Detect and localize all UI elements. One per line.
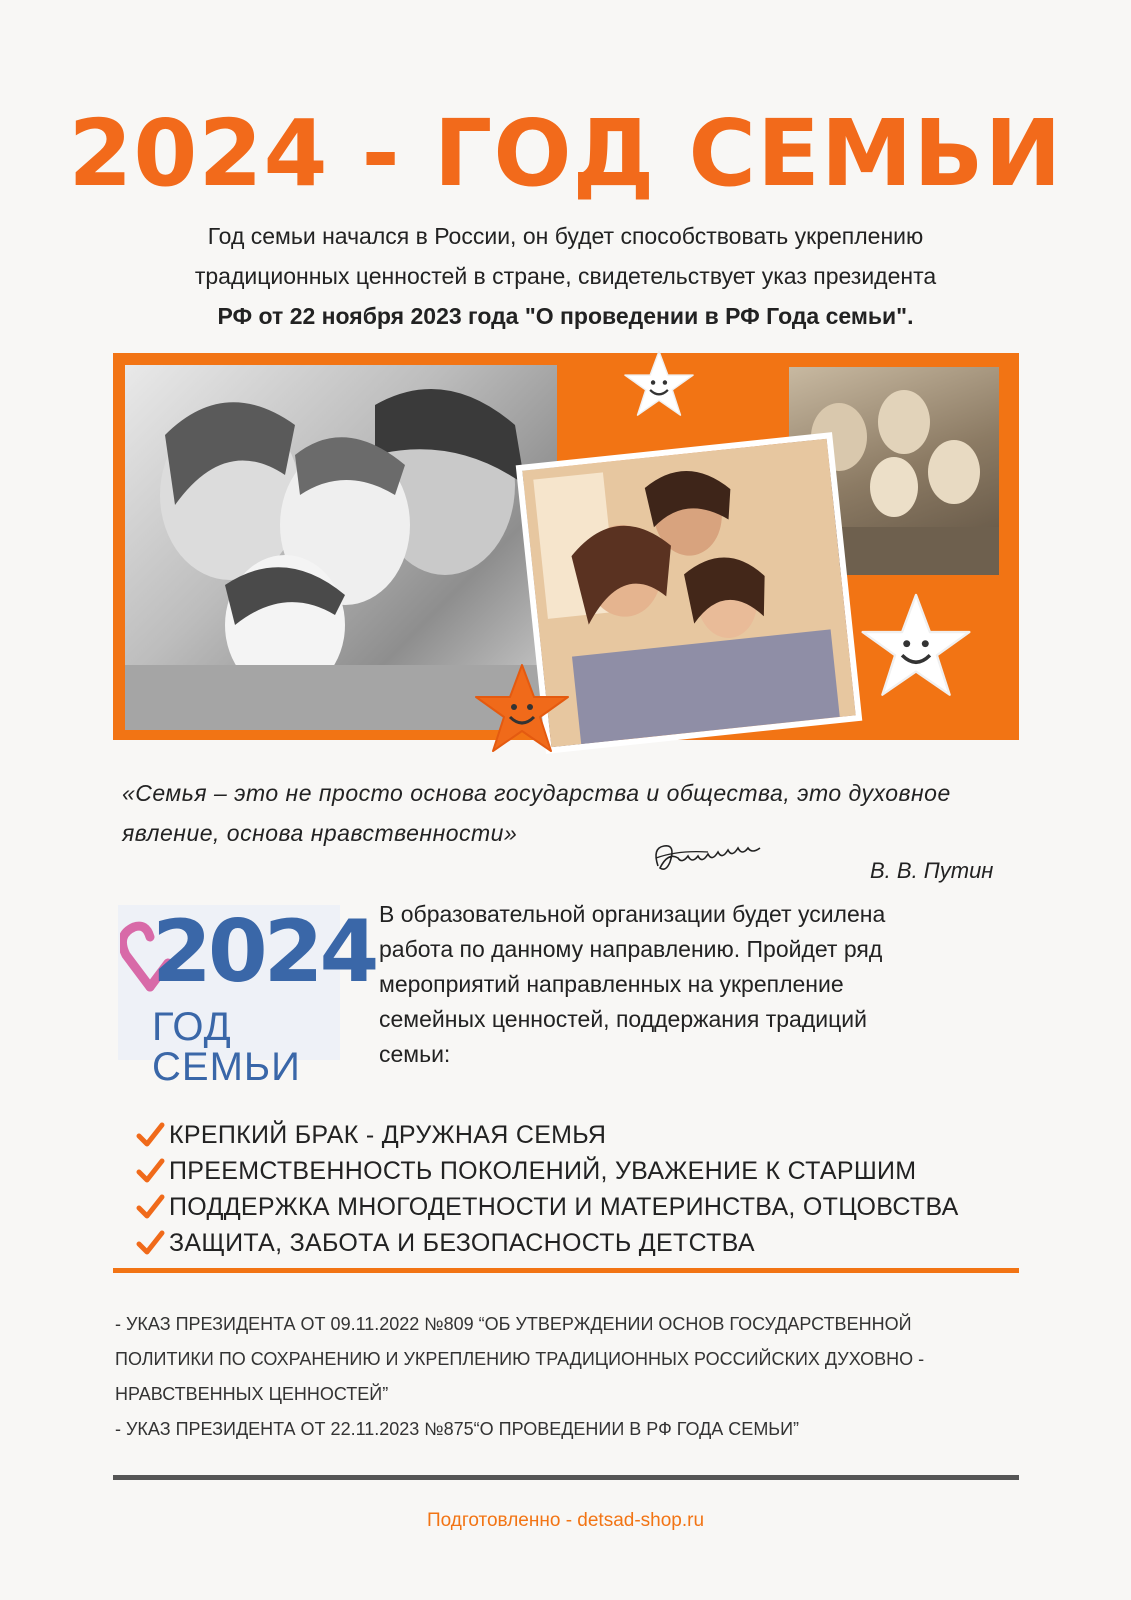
reference-line-1: - УКАЗ ПРЕЗИДЕНТА ОТ 09.11.2022 №809 “ОБ УТВЕРЖДЕНИИ ОСНОВ ГОСУДАРСТВЕННОЙ — [115, 1314, 912, 1334]
checkmark-icon — [135, 1228, 165, 1258]
quote-author: В. В. Путин — [870, 858, 994, 883]
checklist-item — [135, 1225, 1035, 1261]
reference-line-4: - УКАЗ ПРЕЗИДЕНТА ОТ 22.11.2023 №875“О ПРОВЕДЕНИИ В РФ ГОДА СЕМЬИ” — [115, 1419, 800, 1439]
reference-line-2: ПОЛИТИКИ ПО СОХРАНЕНИЮ И УКРЕПЛЕНИЮ ТРАДИЦИОННЫХ РОССИЙСКИХ ДУХОВНО - — [115, 1349, 925, 1369]
quote-line-2: явление, основа нравственности» — [122, 820, 518, 846]
smiley-star-icon — [858, 590, 974, 702]
checkmark-icon — [135, 1120, 165, 1150]
reference-line-3: НРАВСТВЕННЫХ ЦЕННОСТЕЙ” — [115, 1384, 389, 1404]
smiley-star-icon — [472, 660, 572, 758]
page-title: 2024 - ГОД СЕМЬИ — [68, 100, 1063, 207]
checkmark-icon — [135, 1156, 165, 1186]
quote-line-1: «Семья – это не просто основа государства и общества, это духовное — [122, 780, 951, 806]
checkmark-icon — [135, 1192, 165, 1222]
logo-subtitle: ГОД СЕМЬИ — [152, 1005, 301, 1089]
logo-year: 2024 — [152, 902, 376, 1002]
divider-gray — [113, 1475, 1019, 1480]
checklist-item — [135, 1189, 1035, 1225]
checklist-item-label: ЗАЩИТА, ЗАБОТА И БЕЗОПАСНОСТЬ ДЕТСТВА — [169, 1228, 755, 1257]
checklist-item-label: ПОДДЕРЖКА МНОГОДЕТНОСТИ И МАТЕРИНСТВА, ОТЦОВСТВА — [169, 1192, 959, 1221]
education-line-2: работа по данному направлению. Пройдет ряд — [379, 936, 883, 962]
checklist-item-label: ПРЕЕМСТВЕННОСТЬ ПОКОЛЕНИЙ, УВАЖЕНИЕ К СТАРШИМ — [169, 1156, 917, 1185]
education-text — [379, 897, 999, 1072]
divider-orange — [113, 1268, 1019, 1273]
education-line-3: мероприятий направленных на укрепление — [379, 971, 844, 997]
year-of-family-logo — [118, 902, 376, 1089]
education-line-1: В образовательной организации будет усилена — [379, 901, 886, 927]
education-line-5: семьи: — [379, 1041, 451, 1067]
intro-line-3: РФ от 22 ноября 2023 года "О проведении в РФ Года семьи". — [217, 303, 914, 329]
checklist-item — [135, 1117, 1035, 1153]
references — [115, 1307, 1035, 1447]
checklist-item-label: КРЕПКИЙ БРАК - ДРУЖНАЯ СЕМЬЯ — [169, 1120, 607, 1149]
intro-line-1: Год семьи начался в России, он будет способствовать укреплению — [207, 223, 924, 249]
signature-icon — [648, 838, 768, 878]
footer-credit: Подготовленно - detsad-shop.ru — [426, 1510, 705, 1531]
intro-line-2: традиционных ценностей в стране, свидетельствует указ президента — [194, 263, 937, 289]
intro-text — [90, 216, 1041, 336]
quote — [122, 773, 1042, 853]
checklist-item — [135, 1153, 1035, 1189]
education-line-4: семейных ценностей, поддержания традиций — [379, 1006, 867, 1032]
smiley-star-icon — [622, 348, 696, 420]
priorities-checklist — [135, 1117, 1035, 1261]
